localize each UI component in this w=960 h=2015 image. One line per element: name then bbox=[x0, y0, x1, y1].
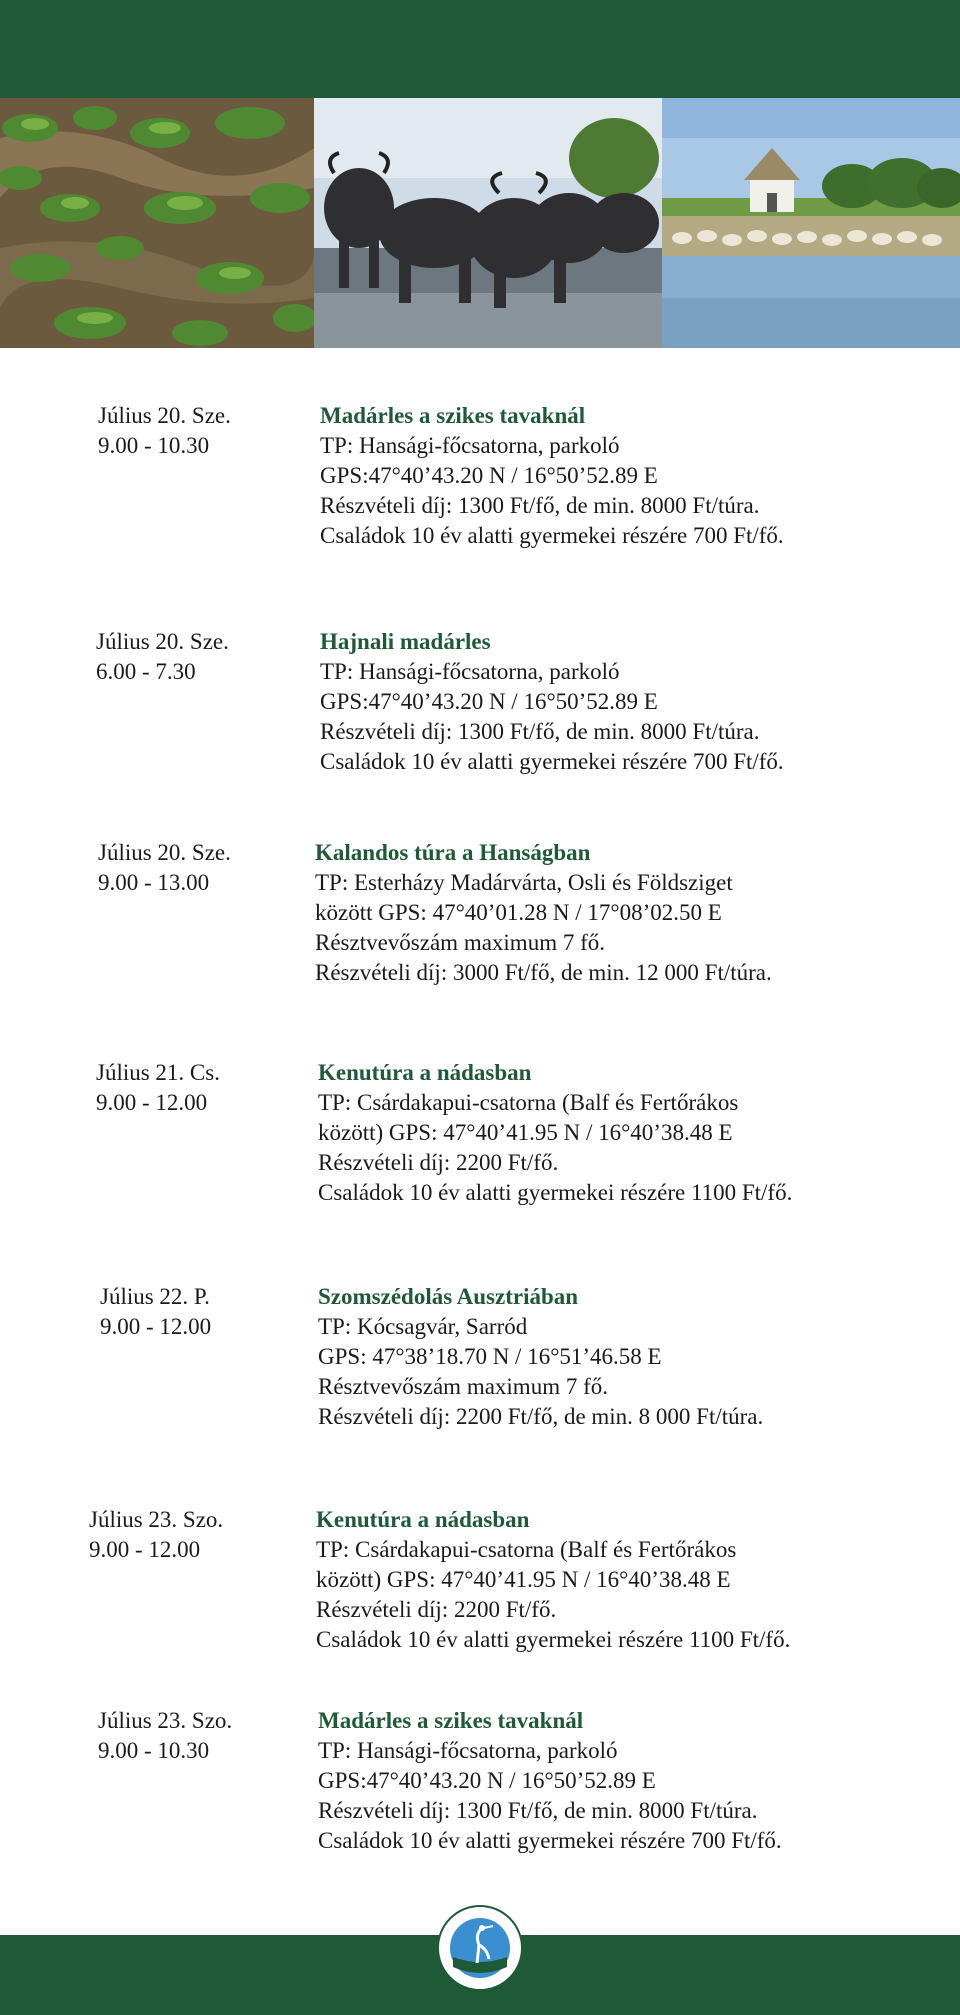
date-label: Július 22. P. bbox=[100, 1284, 210, 1309]
date-label: Július 20. Sze. bbox=[98, 403, 231, 428]
meeting-point: TP: Csárdakapui-csatorna (Balf és Fertőrákos bbox=[316, 1537, 737, 1562]
date-label: Július 23. Szo. bbox=[89, 1507, 224, 1532]
event-details bbox=[320, 401, 784, 551]
event-details bbox=[318, 1282, 763, 1432]
photo-strip bbox=[0, 98, 960, 348]
time-label: 9.00 - 10.30 bbox=[98, 433, 210, 458]
event-date bbox=[98, 838, 231, 898]
event-date bbox=[96, 1058, 220, 1118]
farm-sheep-photo bbox=[662, 98, 960, 348]
fee-line: Részvételi díj: 1300 Ft/fő, de min. 8000 Ft/túra. bbox=[320, 493, 760, 518]
participant-limit: Résztvevőszám maximum 7 fő. bbox=[315, 930, 605, 955]
family-fee-line: Családok 10 év alatti gyermekei részére 700 Ft/fő. bbox=[320, 749, 784, 774]
fee-line: Részvételi díj: 1300 Ft/fő, de min. 8000 Ft/túra. bbox=[320, 719, 760, 744]
event-date bbox=[98, 1706, 232, 1766]
event-title: Kenutúra a nádasban bbox=[316, 1507, 530, 1532]
event-title: Hajnali madárles bbox=[320, 629, 491, 654]
fee-line: Részvételi díj: 1300 Ft/fő, de min. 8000 Ft/túra. bbox=[318, 1798, 758, 1823]
time-label: 9.00 - 10.30 bbox=[98, 1738, 210, 1763]
national-park-logo-icon bbox=[437, 1905, 523, 1991]
fee-line: Részvételi díj: 2200 Ft/fő. bbox=[316, 1597, 557, 1622]
date-label: Július 21. Cs. bbox=[96, 1060, 220, 1085]
meeting-point: TP: Hansági-főcsatorna, parkoló bbox=[320, 433, 620, 458]
family-fee-line: Családok 10 év alatti gyermekei részére 1100 Ft/fő. bbox=[318, 1180, 793, 1205]
event-date bbox=[89, 1505, 223, 1565]
participant-limit: Résztvevőszám maximum 7 fő. bbox=[318, 1374, 608, 1399]
event-details bbox=[316, 1505, 790, 1655]
event-date bbox=[98, 401, 231, 461]
event-date bbox=[96, 627, 229, 687]
time-label: 9.00 - 12.00 bbox=[89, 1537, 201, 1562]
event-details bbox=[315, 838, 772, 988]
marsh-photo bbox=[0, 98, 314, 348]
gps-coordinates: GPS:47°40’43.20 N / 16°50’52.89 E bbox=[320, 463, 658, 488]
fee-line: Részvételi díj: 3000 Ft/fő, de min. 12 000 Ft/túra. bbox=[315, 960, 772, 985]
time-label: 9.00 - 12.00 bbox=[96, 1090, 208, 1115]
gps-coordinates: között) GPS: 47°40’41.95 N / 16°40’38.48 E bbox=[318, 1120, 733, 1145]
meeting-point: TP: Kócsagvár, Sarród bbox=[318, 1314, 528, 1339]
event-details bbox=[320, 627, 784, 777]
gps-coordinates: GPS: 47°38’18.70 N / 16°51’46.58 E bbox=[318, 1344, 662, 1369]
top-green-band bbox=[0, 0, 960, 98]
fee-line: Részvételi díj: 2200 Ft/fő. bbox=[318, 1150, 559, 1175]
meeting-point: TP: Esterházy Madárvárta, Osli és Földsziget bbox=[315, 870, 733, 895]
event-title: Kenutúra a nádasban bbox=[318, 1060, 532, 1085]
gps-coordinates: között GPS: 47°40’01.28 N / 17°08’02.50 E bbox=[315, 900, 722, 925]
date-label: Július 23. Szo. bbox=[98, 1708, 233, 1733]
time-label: 6.00 - 7.30 bbox=[96, 659, 196, 684]
gps-coordinates: GPS:47°40’43.20 N / 16°50’52.89 E bbox=[320, 689, 658, 714]
date-label: Július 20. Sze. bbox=[96, 629, 229, 654]
event-title: Madárles a szikes tavaknál bbox=[318, 1708, 584, 1733]
time-label: 9.00 - 13.00 bbox=[98, 870, 210, 895]
family-fee-line: Családok 10 év alatti gyermekei részére 700 Ft/fő. bbox=[318, 1828, 782, 1853]
time-label: 9.00 - 12.00 bbox=[100, 1314, 212, 1339]
gps-coordinates: között) GPS: 47°40’41.95 N / 16°40’38.48 E bbox=[316, 1567, 731, 1592]
family-fee-line: Családok 10 év alatti gyermekei részére 700 Ft/fő. bbox=[320, 523, 784, 548]
event-title: Kalandos túra a Hanságban bbox=[315, 840, 591, 865]
event-title: Madárles a szikes tavaknál bbox=[320, 403, 586, 428]
gps-coordinates: GPS:47°40’43.20 N / 16°50’52.89 E bbox=[318, 1768, 656, 1793]
water-buffalo-photo bbox=[314, 98, 662, 348]
event-date bbox=[100, 1282, 211, 1342]
family-fee-line: Családok 10 év alatti gyermekei részére 1100 Ft/fő. bbox=[316, 1627, 791, 1652]
fee-line: Részvételi díj: 2200 Ft/fő, de min. 8 000 Ft/túra. bbox=[318, 1404, 764, 1429]
event-details bbox=[318, 1706, 782, 1856]
event-details bbox=[318, 1058, 792, 1208]
event-title: Szomszédolás Ausztriában bbox=[318, 1284, 579, 1309]
meeting-point: TP: Hansági-főcsatorna, parkoló bbox=[318, 1738, 618, 1763]
meeting-point: TP: Csárdakapui-csatorna (Balf és Fertőrákos bbox=[318, 1090, 739, 1115]
date-label: Július 20. Sze. bbox=[98, 840, 231, 865]
meeting-point: TP: Hansági-főcsatorna, parkoló bbox=[320, 659, 620, 684]
